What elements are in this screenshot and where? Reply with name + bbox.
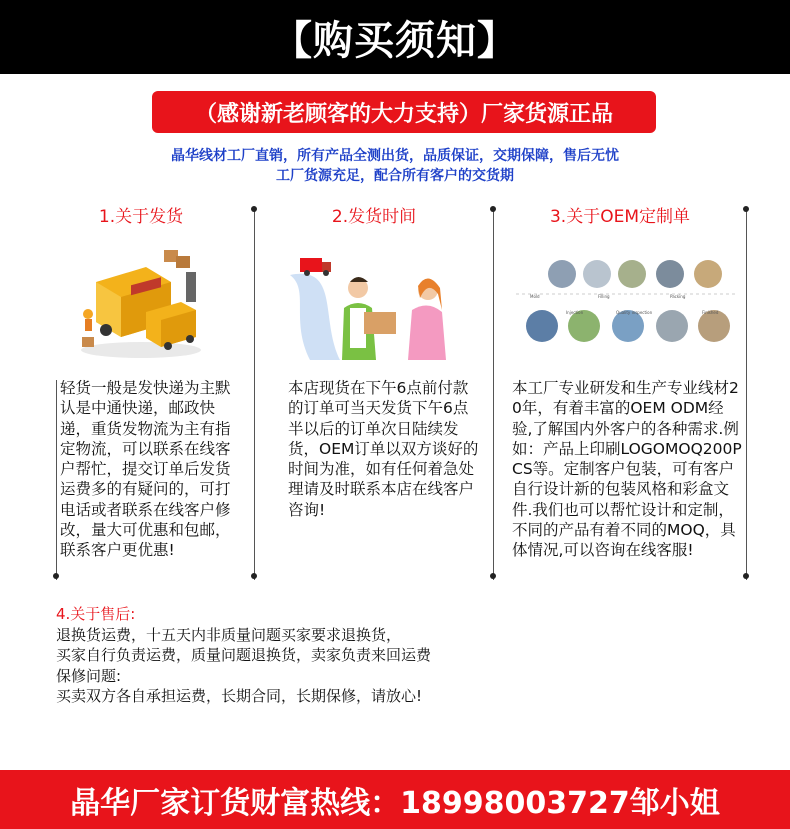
separator-2-bottom-dot (490, 573, 496, 579)
shipping-text: 轻货一般是发快递为主默认是中通快递，邮政快递，重货发物流为主有指定物流，可以联系在线客户帮忙，提交订单后发货运费多的有疑问的，可打电话或者联系在线客户修改，量大可优惠和包邮，联系客户更优惠! (60, 379, 231, 560)
intro-line-2: 工厂货源充足，配合所有客户的交货期 (276, 168, 514, 184)
hotline-text: 晶华厂家订货财富热线：18998003727邹小姐 (70, 785, 720, 821)
line-photo (656, 310, 688, 342)
separator-2 (493, 210, 494, 580)
process-label-mold: Mold (530, 294, 540, 299)
separator-1 (254, 210, 255, 580)
separator-left (56, 380, 57, 580)
separator-3-bottom-dot (743, 573, 749, 579)
shipping-title: 1.关于发货 (98, 207, 184, 227)
separator-left-bottom-dot (53, 573, 59, 579)
oem-process-illustration (512, 256, 740, 356)
separator-2-top-dot (490, 206, 496, 212)
header-band (0, 0, 790, 74)
delivery-trucks-illustration (76, 242, 206, 362)
packing-photo (694, 260, 722, 288)
filling-photo (618, 260, 646, 288)
shipping-time-title: 2.发货时间 (331, 207, 417, 227)
after-sales-line-4: 买卖双方各自承担运费，长期合同，长期保修，请放心! (56, 687, 423, 705)
process-label-quality: Quality inspection (616, 310, 653, 315)
after-sales-line-3: 保修问题: (56, 666, 122, 685)
process-label-injection: Injection (566, 310, 584, 315)
separator-1-top-dot (251, 206, 257, 212)
thanks-badge: （感谢新老顾客的大力支持）厂家货源正品 (152, 91, 656, 133)
parcel-icon (364, 312, 396, 334)
hotline-band (0, 770, 790, 829)
process-label-finished: Finished (702, 310, 719, 315)
page-title: 【购买须知】 (272, 17, 518, 64)
handover-illustration (280, 250, 470, 368)
oem-text: 本工厂专业研发和生产专业线材20年，有着丰富的OEM ODM经验,了解国内外客户的各种需求.例如：产品上印刷LOGOMOQ200PCS等。定制客户包装，可有客户自行设计新的包装风格和彩盒文件.我们也可以帮忙设计和定制，不同的产品有着不同的MOQ，具体情况,可以咨询在线客服! (512, 379, 742, 560)
after-sales-title: 4.关于售后: (56, 605, 136, 623)
separator-3 (746, 210, 747, 580)
small-truck-icon (300, 258, 331, 276)
injection-photo (526, 310, 558, 342)
intro-line-1: 晶华线材工厂直销，所有产品全测出货，品质保证，交期保障，售后无忧 (171, 148, 619, 164)
shipping-time-text: 本店现货在下午6点前付款的订单可当天发货下午6点半以后的订单次日陆续发货，OEM订单以双方谈好的时间为准，如有任何着急处理请及时联系本店在线客户咨询! (288, 379, 479, 519)
process-label-filling: Filling (598, 294, 610, 299)
oem-title: 3.关于OEM定制单 (549, 207, 690, 227)
process-label-packing: Packing (670, 294, 686, 299)
road-shape (290, 274, 340, 360)
mold-photo (548, 260, 576, 288)
quality-photo (656, 260, 684, 288)
intro-text (0, 146, 790, 186)
separator-1-bottom-dot (251, 573, 257, 579)
customer-icon (408, 278, 446, 360)
after-sales-line-1: 退换货运费，十五天内非质量问题买家要求退换货， (56, 625, 402, 644)
machine-photo (583, 260, 611, 288)
after-sales-line-2: 买家自行负责运费，质量问题退换货，卖家负责来回运费 (56, 646, 432, 664)
after-sales-section (56, 604, 676, 707)
separator-3-top-dot (743, 206, 749, 212)
worker-icon (83, 309, 93, 319)
